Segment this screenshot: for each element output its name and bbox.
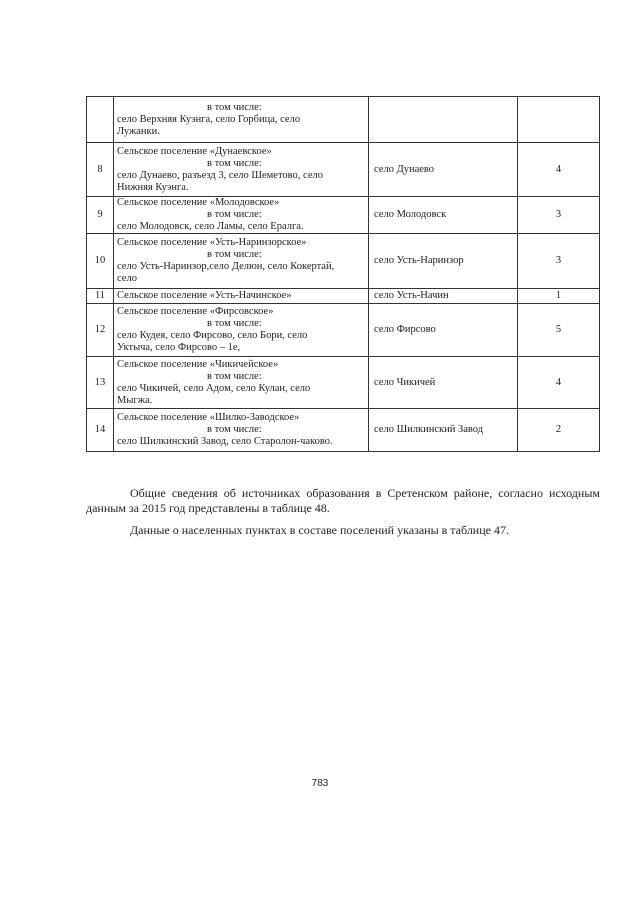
settlement-name-cell [114,197,369,234]
administrative-center-cell: село Шилкинский Завод [369,409,518,452]
settlement-name-line: в том числе: [207,249,262,260]
settlement-count-cell: 3 [518,197,600,234]
settlement-name-line: Сельское поселение «Фирсовское» [117,306,274,317]
row-number-cell: 8 [87,143,114,197]
settlement-name-line: Нижняя Куэнга. [117,181,189,193]
settlement-name-line: в том числе: [207,101,262,113]
table-row [87,143,600,197]
settlement-name-line: в том числе: [207,318,262,329]
settlement-name-cell [114,357,369,409]
settlement-count-cell [518,97,600,143]
settlement-count-cell: 3 [518,234,600,289]
row-number-cell: 11 [87,289,114,304]
settlement-name-line: село Усть-Наринзор,село Делюн, село Кокертай, [117,261,335,272]
paragraph-settlements-info: Данные о населенных пунктах в составе поселений указаны в таблице 47. [130,523,509,537]
settlement-name-line: в том числе: [207,157,262,169]
settlement-name-line: Сельское поселение «Шилко-Заводское» [117,412,300,423]
row-number-cell: 10 [87,234,114,289]
settlement-name-cell [114,143,369,197]
administrative-center-cell: село Усть-Начин [369,289,518,304]
settlement-count-cell: 1 [518,289,600,304]
settlement-name-line: Сельское поселение «Молодовское» [117,197,280,208]
administrative-center-cell: село Молодовск [369,197,518,234]
settlement-name-line: Сельское поселение «Усть-Наринзорское» [117,237,307,248]
row-number-cell: 9 [87,197,114,234]
table-row [87,97,600,143]
settlement-name-cell [114,234,369,289]
table-row [87,409,600,452]
settlement-name-line: село Дунаево, разъезд 3, село Шеметово, село [117,169,323,181]
row-number-cell: 12 [87,304,114,357]
table-row [87,304,600,357]
settlement-name-cell [114,409,369,452]
settlement-name-line: село Верхняя Куэнга, село Горбица, село [117,113,301,125]
settlement-count-cell: 4 [518,143,600,197]
settlement-name-line: Сельское поселение «Усть-Начинское» [117,290,292,301]
row-number-cell: 14 [87,409,114,452]
table-row [87,234,600,289]
settlement-count-cell: 5 [518,304,600,357]
page-number: 783 [311,778,329,789]
settlement-name-line: село Шилкинский Завод, село Старолон-чаково. [117,436,333,447]
settlement-name-line: в том числе: [207,370,262,382]
settlement-name-line: Лужанки. [117,125,160,137]
settlement-name-line: село Кудея, село Фирсово, село Бори, село [117,330,308,341]
administrative-center-cell [369,97,518,143]
administrative-center-cell: село Фирсово [369,304,518,357]
settlement-name-line: Уктыча, село Фирсово – 1е, [117,342,241,353]
settlement-name-line: Сельское поселение «Дунаевское» [117,145,272,157]
settlement-name-line: село [117,273,137,284]
settlement-name-cell [114,304,369,357]
row-number-cell [87,97,114,143]
paragraph-sources-info: Общие сведения об источниках образования в Сретенском районе, согласно исходным данным за 2015 год представлены в таблице 48. [86,486,600,515]
settlement-name-line: Сельское поселение «Чикичейское» [117,358,279,370]
settlement-count-cell: 2 [518,409,600,452]
settlements-table-body [87,97,600,452]
table-row [87,289,600,304]
settlement-name-line: село Молодовск, село Ламы, село Ералга. [117,221,304,232]
settlement-name-cell [114,289,369,304]
administrative-center-cell: село Усть-Наринзор [369,234,518,289]
settlement-name-line: в том числе: [207,209,262,220]
row-number-cell: 13 [87,357,114,409]
table-row [87,197,600,234]
settlement-name-line: Мыгжа. [117,394,153,406]
settlements-table [86,96,600,452]
administrative-center-cell: село Чикичей [369,357,518,409]
settlement-count-cell: 4 [518,357,600,409]
administrative-center-cell: село Дунаево [369,143,518,197]
table-row [87,357,600,409]
settlement-name-line: в том числе: [207,424,262,435]
settlement-name-cell [114,97,369,143]
settlement-name-line: село Чикичей, село Адом, село Кулан, село [117,382,311,394]
